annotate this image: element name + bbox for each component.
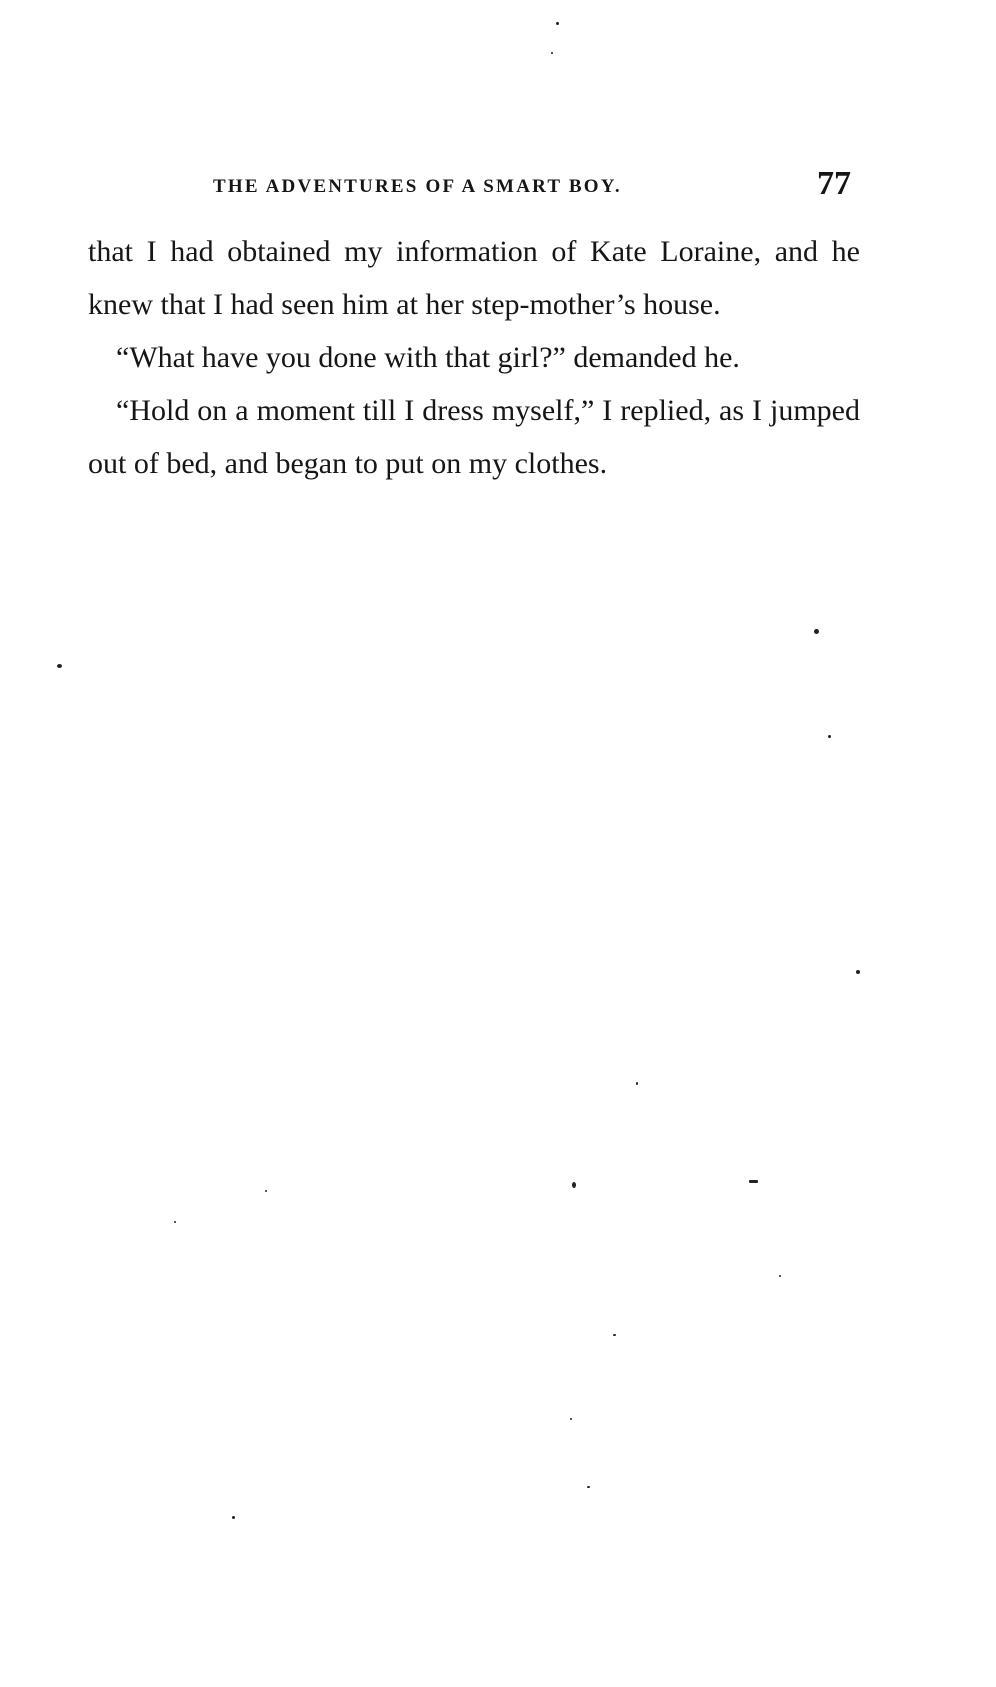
scan-speck	[856, 970, 860, 974]
scan-speck	[265, 1190, 267, 1192]
scan-speck	[232, 1516, 235, 1519]
scan-speck	[749, 1180, 758, 1183]
scan-speck	[814, 629, 819, 634]
running-head	[203, 165, 863, 208]
scan-speck	[636, 1082, 638, 1085]
scan-speck	[828, 735, 831, 738]
scan-speck	[551, 52, 553, 54]
scan-speck	[779, 1275, 781, 1277]
paragraph-3: “Hold on a moment till I dress myself,” I replied, as I jumped out of bed, and began to put on my clothes.	[88, 394, 860, 480]
scan-speck	[570, 1418, 572, 1420]
scan-speck	[57, 664, 62, 668]
scan-speck	[572, 1182, 576, 1188]
scan-speck	[174, 1221, 176, 1223]
scan-speck	[556, 22, 559, 25]
scan-speck	[587, 1486, 590, 1488]
running-title: THE ADVENTURES OF A SMART BOY.	[213, 176, 622, 197]
paragraph-1: that I had obtained my information of Kate Loraine, and he knew that I had seen him at her step-mother’s house.	[88, 235, 860, 321]
scan-speck	[613, 1334, 616, 1336]
body-text	[88, 225, 860, 490]
page-number: 77	[817, 165, 851, 202]
paragraph-2: “What have you done with that girl?” demanded he.	[116, 341, 740, 374]
